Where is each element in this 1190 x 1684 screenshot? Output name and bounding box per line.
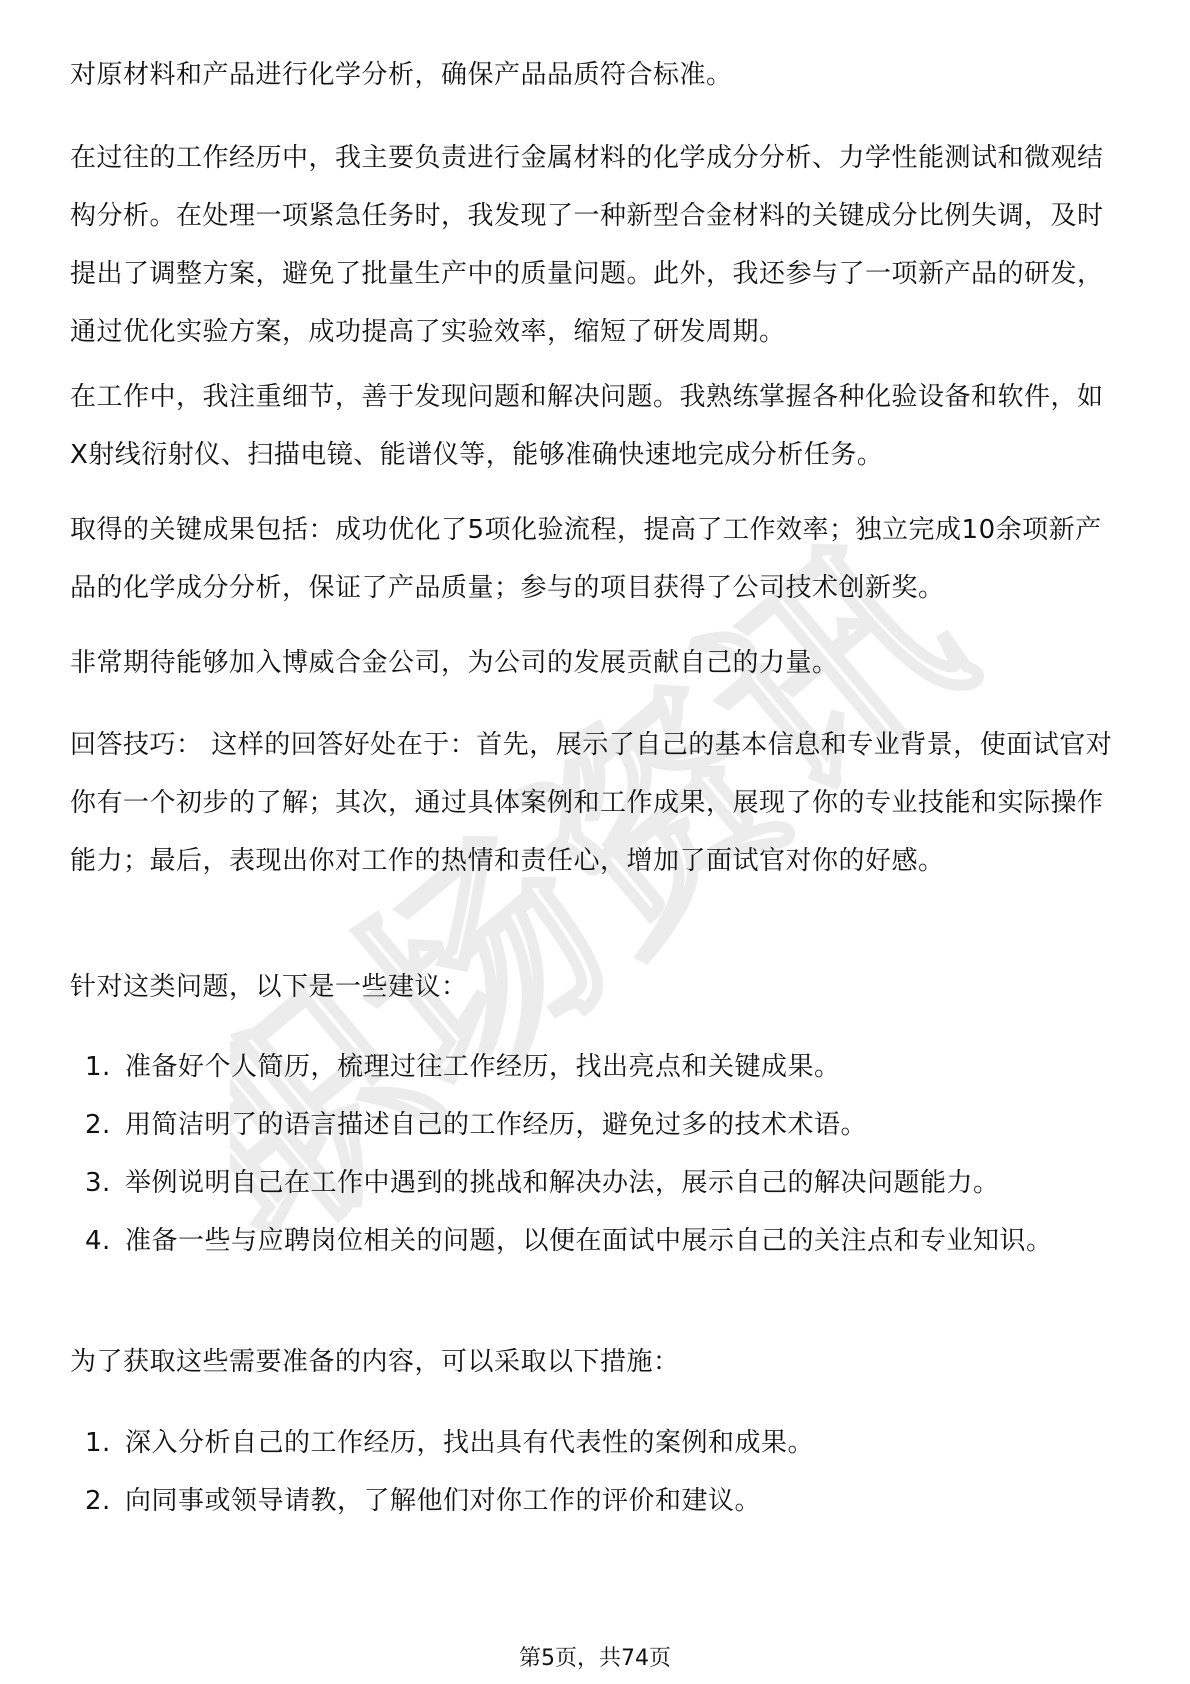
- list-number: 1.: [85, 1428, 111, 1458]
- list-number: 2.: [85, 1110, 111, 1140]
- list-item: [70, 1414, 1120, 1472]
- paragraph-intro-tail: 对原材料和产品进行化学分析，确保产品品质符合标准。: [70, 60, 733, 90]
- list-item: [70, 1154, 1120, 1212]
- list-item: [70, 1212, 1120, 1270]
- list-text: 准备一些与应聘岗位相关的问题，以便在面试中展示自己的关注点和专业知识。: [125, 1226, 1053, 1256]
- watermark-text: 职场资讯: [230, 496, 1011, 1293]
- list-item: [70, 1472, 1120, 1530]
- paragraph-experience: 在过往的工作经历中，我主要负责进行金属材料的化学成分分析、力学性能测试和微观结构分析。在处理一项紧急任务时，我发现了一种新型合金材料的关键成分比例失调，及时提出了调整方案，避免了批量生产中的质量问题。此外，我还参与了一项新产品的研发，通过优化实验方案，成功提高了实验效率，缩短了研发周期。: [70, 143, 1104, 347]
- list-text: 准备好个人简历，梳理过往工作经历，找出亮点和关键成果。: [125, 1052, 841, 1082]
- suggestions-list: [70, 1038, 1120, 1270]
- list-number: 1.: [85, 1052, 111, 1082]
- paragraph-achievements: 取得的关键成果包括：成功优化了5项化验流程，提高了工作效率；独立完成10余项新产品的化学成分分析，保证了产品质量；参与的项目获得了公司技术创新奖。: [70, 515, 1102, 603]
- paragraph-measures-heading: 为了获取这些需要准备的内容，可以采取以下措施：: [70, 1347, 680, 1377]
- list-number: 4.: [85, 1226, 111, 1256]
- paragraph-closing: 非常期待能够加入博威合金公司，为公司的发展贡献自己的力量。: [70, 648, 839, 678]
- list-item: [70, 1038, 1120, 1096]
- page-number-footer: 第5页，共74页: [519, 1646, 671, 1671]
- paragraph-answer-tips: 回答技巧： 这样的回答好处在于：首先，展示了自己的基本信息和专业背景，使面试官对你有一个初步的了解；其次，通过具体案例和工作成果，展现了你的专业技能和实际操作能力；最后，表现出你对工作的热情和责任心，增加了面试官对你的好感。: [70, 730, 1113, 876]
- list-text: 用简洁明了的语言描述自己的工作经历，避免过多的技术术语。: [125, 1110, 868, 1140]
- list-text: 向同事或领导请教，了解他们对你工作的评价和建议。: [125, 1486, 762, 1516]
- list-number: 3.: [85, 1168, 111, 1198]
- measures-list: [70, 1414, 1120, 1530]
- paragraph-skills: 在工作中，我注重细节，善于发现问题和解决问题。我熟练掌握各种化验设备和软件，如X射线衍射仪、扫描电镜、能谱仪等，能够准确快速地完成分析任务。: [70, 382, 1104, 470]
- list-text: 深入分析自己的工作经历，找出具有代表性的案例和成果。: [125, 1428, 815, 1458]
- list-item: [70, 1096, 1120, 1154]
- list-number: 2.: [85, 1486, 111, 1516]
- paragraph-suggestions-heading: 针对这类问题，以下是一些建议：: [70, 972, 468, 1002]
- list-text: 举例说明自己在工作中遇到的挑战和解决办法，展示自己的解决问题能力。: [125, 1168, 1000, 1198]
